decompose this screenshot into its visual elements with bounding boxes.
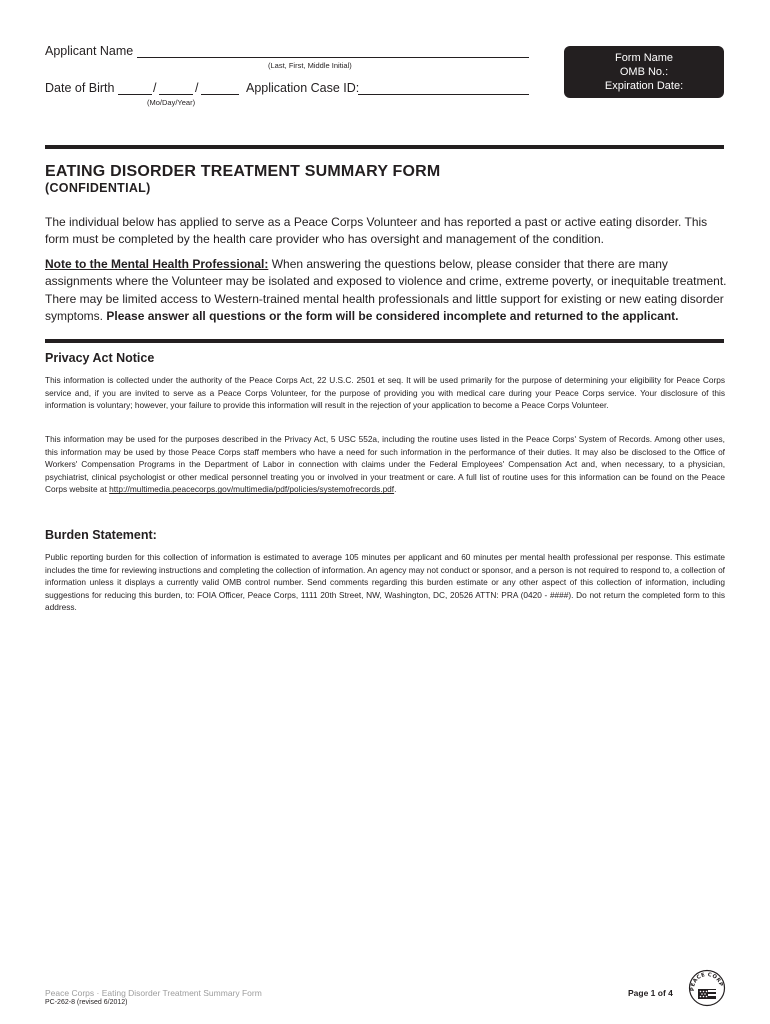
applicant-name-label: Applicant Name [45,44,134,58]
form-info-box [564,46,724,98]
form-name-label: Form Name [614,52,674,64]
intro-paragraph: The individual below has applied to serve as a Peace Corps Volunteer and has reported a past or active eating disorder. This form must be completed by the health care provider who has oversight and management of the condition. [45,215,708,247]
privacy-paragraph-2-end: . [394,484,397,495]
dob-separator: / [153,81,157,95]
omb-number-label: OMB No.: [619,66,669,78]
page-number: Page 1 of 4 [628,988,673,998]
case-id-field[interactable] [358,94,529,95]
privacy-paragraph-1: This information is collected under the authority of the Peace Corps Act, 22 U.S.C. 2501 et seq. It will be used primarily for the purpose of determining your eligibility for Peace Corps service and, if you are invited to serve as a Peace Corps Volunteer, for the purpose of providing you with medical care during your Peace Corps service. Your disclosure of this information is voluntary; however, your failure to provide this information will result in the rejection of your application to become a Peace Corps Volunteer. [45,375,725,411]
applicant-name-field[interactable] [137,57,529,58]
section-divider [45,339,724,343]
privacy-heading: Privacy Act Notice [45,351,155,365]
dob-year-field[interactable] [201,94,239,95]
page-subtitle: (CONFIDENTIAL) [45,181,151,195]
header-divider [45,145,724,149]
page-title: EATING DISORDER TREATMENT SUMMARY FORM [45,163,441,180]
burden-heading: Burden Statement: [45,528,157,542]
burden-paragraph: Public reporting burden for this collection of information is estimated to average 105 minutes per applicant and 60 minutes per mental health professional per response. This estimate includes the time for reviewing instructions and completing the collection of information. An agency may not conduct or sponsor, and a person is not required to respond to, a collection of information unless it displays a currently valid OMB control number. Send comments regarding this burden estimate or any other aspect of this collection of information, including suggestions for reducing this burden, to: FOIA Officer, Peace Corps, 1111 20th Street, NW, Washington, DC, 20526 ATTN: PRA (0420 - ####). Do not return the completed form to this address. [45,552,725,613]
footer-form-title: Peace Corps · Eating Disorder Treatment Summary Form [45,988,262,998]
dob-month-field[interactable] [118,94,152,95]
dob-hint: (Mo/Day/Year) [147,98,196,107]
name-hint: (Last, First, Middle Initial) [268,61,352,70]
dob-day-field[interactable] [159,94,193,95]
footer-form-code: PC-262-8 (revised 6/2012) [45,999,128,1006]
privacy-paragraph-2-text: This information may be used for the purposes described in the Privacy Act, 5 USC 552a, including the routine uses listed in the Peace Corps' System of Records. Among other uses, this information may be used by those Peace Corps staff members who have a need for such information in the performance of their duties. It may also be disclosed to the Office of Workers' Compensation Programs in the Department of Labor in connection with claims under the Federal Employees' Compensation Act and, when necessary, to a physician, psychiatrist, clinical psychologist or other medical personnel treating you or involved in your treatment or care. A full list of routine uses for this information can be found on the Peace Corps website at [45,434,725,495]
note-paragraph [45,256,727,325]
note-label: Note to the Mental Health Professional: [45,257,269,271]
dob-label: Date of Birth [45,81,115,95]
case-id-label: Application Case ID: [246,81,360,95]
note-text: When answering the questions below, please consider that there are many assignments where the Volunteer may be isolated and exposed to violence and crime, extreme poverty, or inequitable treatment. There may be limited access to Western-trained mental health professionals and little support for existing or new eating disorder symptoms. [45,257,727,323]
system-of-records-link[interactable]: http://multimedia.peacecorps.gov/multimedia/pdf/policies/systemofrecords.pdf [109,484,395,495]
peace-corps-seal-icon [688,969,726,1007]
dob-separator: / [195,81,199,95]
seal-text: PEACE CORP [689,971,724,992]
note-bold-text: Please answer all questions or the form will be considered incomplete and returned to the applicant. [106,308,679,323]
privacy-paragraph-2 [45,433,725,496]
expiration-date-label: Expiration Date: [604,80,684,92]
